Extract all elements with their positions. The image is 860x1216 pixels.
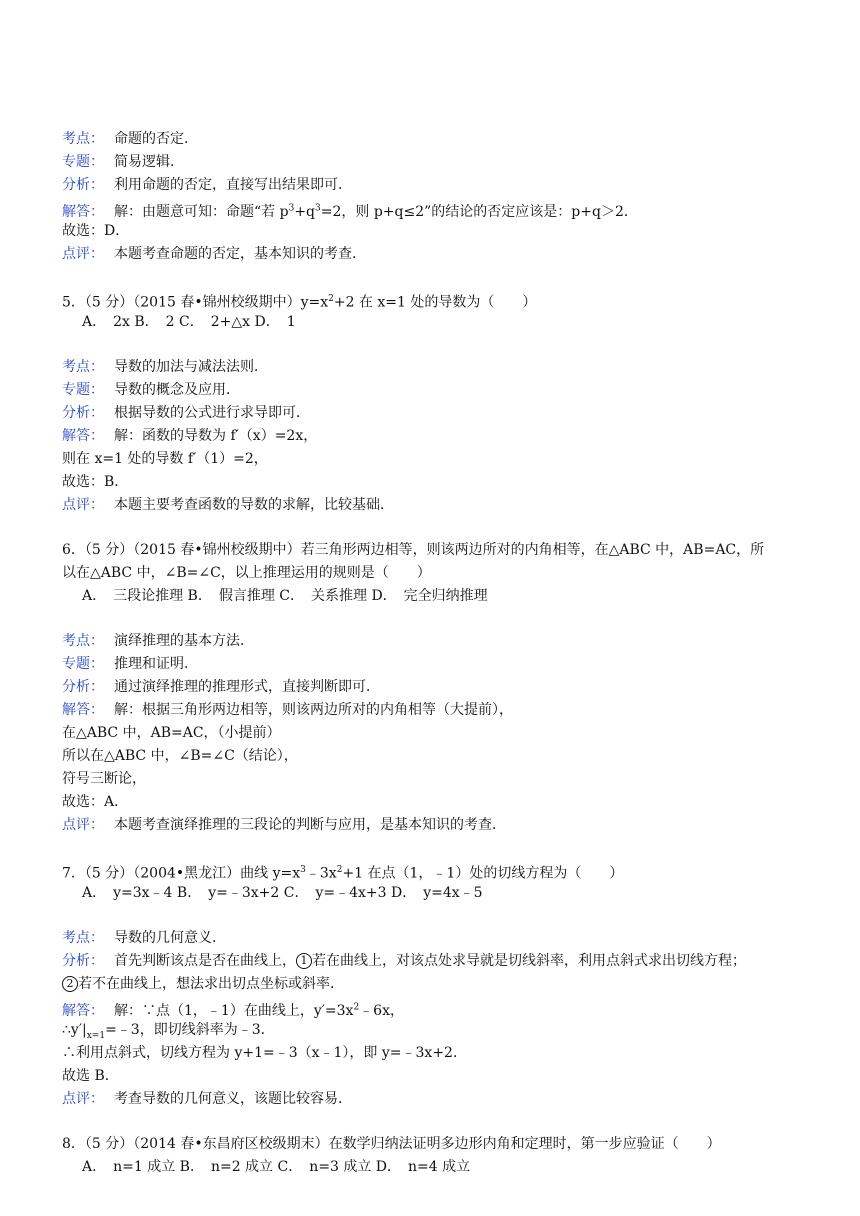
q6-jieda-line2: 在△ABC 中，AB=AC，（小提前） bbox=[62, 725, 281, 741]
q6-stem-line1: 6．（5 分）（2015 春•锦州校级期中）若三角形两边相等，则该两边所对的内角相等，在△ABC 中，AB=AC，所 bbox=[62, 542, 765, 558]
q7-stem: 7．（5 分）（2004•黑龙江）曲线 $y=x^3﹣3x^2+1$ 在点（1，﹣1）处的切线方程为（ ） bbox=[62, 865, 624, 882]
q5-fenxi: 分析： 根据导数的公式进行求导即可． bbox=[62, 405, 310, 421]
q8-options: A． n=1 成立 B． n=2 成立 C． n=3 成立 D． n=4 成立 bbox=[82, 1159, 471, 1175]
q7-fenxi-line2: 2 若不在曲线上，想法求出切点坐标或斜率． bbox=[62, 973, 802, 996]
q5-dianping: 点评： 本题主要考查函数的导数的求解，比较基础． bbox=[62, 497, 394, 513]
q6-conclusion: 故选：A． bbox=[62, 794, 129, 810]
q6-stem-line2: 以在△ABC 中，∠B=∠C，以上推理运用的规则是（ ） bbox=[62, 565, 431, 581]
q6-jieda: 解答： 解：根据三角形两边相等，则该两边所对的内角相等（大提前）， bbox=[62, 702, 513, 718]
q5-zhuanti: 专题： 导数的概念及应用． bbox=[62, 382, 240, 398]
q6-jieda-line4: 符号三断论， bbox=[62, 771, 146, 787]
q6-options: A． 三段论推理 B． 假言推理 C． 关系推理 D． 完全归纳推理 bbox=[82, 588, 488, 604]
q8-stem: 8．（5 分）（2014 春•东昌府区校级期末）在数学归纳法证明多边形内角和定理时，第一步应验证（ ） bbox=[62, 1136, 721, 1152]
q4-kaodian: 考点： 命题的否定． bbox=[62, 131, 198, 147]
q4-conclusion: 故选：D． bbox=[62, 223, 130, 239]
document-page bbox=[62, 128, 802, 1179]
q5-kaodian: 考点： 导数的加法与减法法则． bbox=[62, 359, 268, 375]
q7-conclusion: 故选 B． bbox=[62, 1068, 119, 1084]
q7-jieda-line2: $\therefore y'|_{x=1}=﹣3$，即切线斜率为﹣3． bbox=[62, 1022, 275, 1041]
q6-fenxi: 分析： 通过演绎推理的推理形式，直接判断即可． bbox=[62, 679, 380, 695]
q6-zhuanti: 专题： 推理和证明． bbox=[62, 656, 198, 672]
q7-dianping: 点评： 考查导数的几何意义，该题比较容易． bbox=[62, 1091, 352, 1107]
q5-jieda: 解答： 解：函数的导数为 f′（x）=2x， bbox=[62, 428, 318, 444]
q7-options: A． y=3x﹣4 B． y=﹣3x+2 C． y=﹣4x+3 D． y=4x﹣5 bbox=[82, 885, 483, 901]
q4-fenxi: 分析： 利用命题的否定，直接写出结果即可． bbox=[62, 177, 352, 193]
q5-options: A． 2x B． 2 C． 2+△x D． 1 bbox=[82, 314, 296, 330]
q7-jieda: 解答： 解：∵点（1，﹣1）在曲线上，$y'=3x^2﹣6x$， bbox=[62, 1002, 404, 1019]
circled-number-2: 2 bbox=[62, 976, 78, 992]
q6-jieda-line3: 所以在△ABC 中，∠B=∠C（结论）， bbox=[62, 748, 298, 764]
circled-number-1: 1 bbox=[296, 953, 312, 969]
q4-jieda: 解答： 解：由题意可知：命题“若 $p^3+q^3=2$，则 p+q≤2”的结论的否定应该是：p+q＞2． bbox=[62, 203, 638, 220]
q4-dianping: 点评： 本题考查命题的否定，基本知识的考查． bbox=[62, 246, 366, 262]
q6-dianping: 点评： 本题考查演绎推理的三段论的判断与应用，是基本知识的考查． bbox=[62, 817, 506, 833]
q7-jieda-line3: ∴利用点斜式，切线方程为 y+1=﹣3（x﹣1），即 y=﹣3x+2． bbox=[62, 1045, 467, 1061]
q5-conclusion: 故选：B． bbox=[62, 474, 129, 490]
q4-zhuanti: 专题： 简易逻辑． bbox=[62, 154, 184, 170]
q5-stem: 5．（5 分）（2015 春•锦州校级期中）$y=x^2+2$ 在 x=1 处的导数为（ ） bbox=[62, 294, 537, 311]
q5-jieda-line2: 则在 x=1 处的导数 f′（1）=2， bbox=[62, 451, 268, 467]
q7-fenxi: 分析： 首先判断该点是否在曲线上， 1 若在曲线上，对该点处求导就是切线斜率，利用点斜式求出切线方程； bbox=[62, 953, 746, 969]
q6-kaodian: 考点： 演绎推理的基本方法． bbox=[62, 633, 254, 649]
q7-kaodian: 考点： 导数的几何意义． bbox=[62, 930, 226, 946]
